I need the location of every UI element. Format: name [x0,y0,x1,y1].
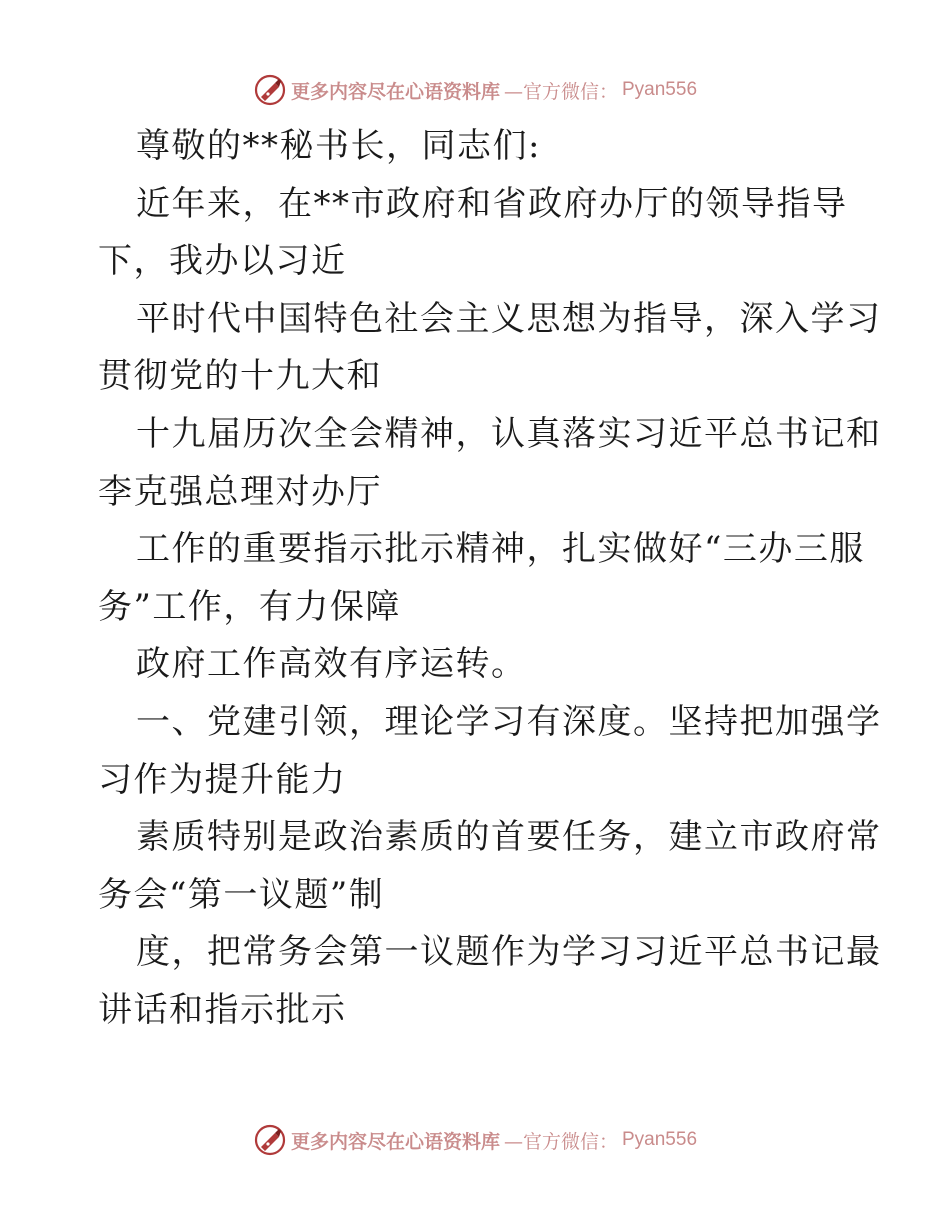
watermark-content [253,73,697,107]
body-line: 务会“第一议题”制 [98,874,385,915]
body-line: 讲话和指示批示 [98,989,347,1030]
watermark-separator: —官方微信： [503,80,618,103]
body-line: 政府工作高效有序运转。 [136,644,527,685]
body-line: 近年来，在**市政府和省政府办厅的领导指导 [136,183,848,224]
watermark-brand: 更多内容尽在心语资料库 [290,80,500,103]
header-watermark [0,70,950,110]
watermark-account: Pyan556 [622,79,698,100]
watermark-content [253,1123,697,1157]
body-line: 平时代中国特色社会主义思想为指导，深入学习 [136,298,882,339]
body-line: 贯彻党的十九大和 [98,356,382,397]
body-line: 十九届历次全会精神，认真落实习近平总书记和 [136,413,882,454]
watermark-brand: 更多内容尽在心语资料库 [290,1130,500,1153]
pen-nib-circle-icon [253,1123,287,1157]
document-body [98,118,882,1040]
body-line: 素质特别是政治素质的首要任务，建立市政府常 [136,817,882,858]
body-line: 度，把常务会第一议题作为学习习近平总书记最 [136,932,882,973]
watermark-account: Pyan556 [622,1129,698,1150]
pen-nib-circle-icon [253,73,287,107]
body-line: 工作的重要指示批示精神，扎实做好“三办三服 [136,529,865,570]
body-line: 下，我办以习近 [98,241,347,282]
footer-watermark [0,1120,950,1160]
watermark-separator: —官方微信： [503,1130,618,1153]
body-line: 李克强总理对办厅 [98,471,382,512]
body-line: 一、党建引领，理论学习有深度。坚持把加强学 [136,701,882,742]
body-line: 务”工作，有力保障 [98,586,401,627]
body-line: 尊敬的**秘书长，同志们: [136,126,541,166]
body-line: 习作为提升能力 [98,759,347,800]
